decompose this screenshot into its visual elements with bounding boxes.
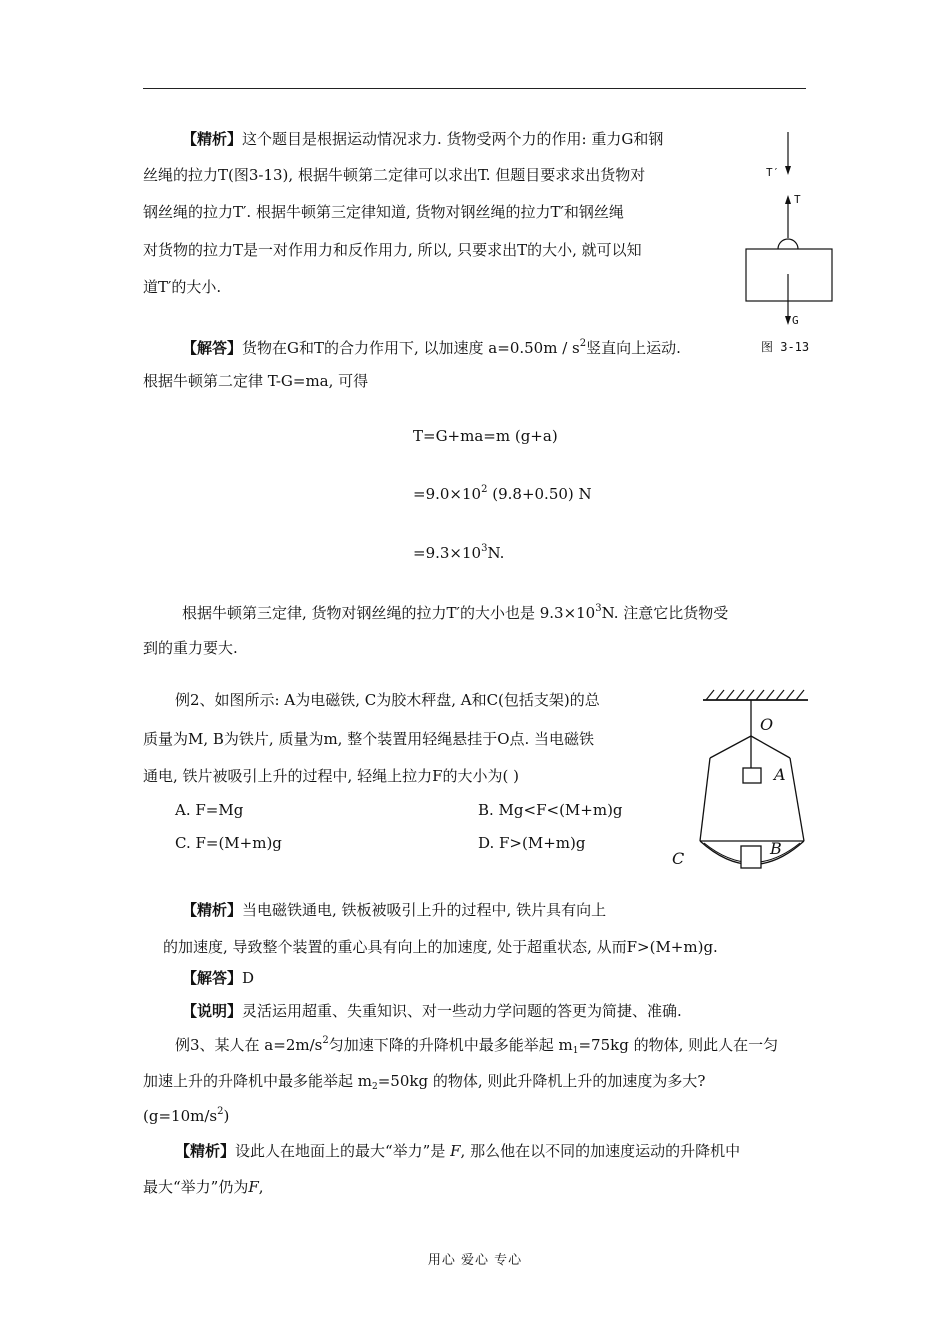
figure-3-13	[740, 128, 840, 348]
page-footer: 用心 爱心 专心	[427, 1253, 523, 1268]
equation-3: $=9.3\times 10^3N$.	[413, 543, 505, 562]
analysis-line-3: 钢丝绳的拉力T′. 根据牛顿第三定律知道, 货物对钢丝绳的拉力T′和钢丝绳	[143, 203, 624, 221]
analysis-line-5: 道T′的大小.	[143, 278, 222, 296]
option-b: B. Mg<F<(M+m)g	[478, 801, 623, 819]
conclusion-line-1: 根据牛顿第三定律, 货物对钢丝绳的拉力T′的大小也是 $9.3\times 10^3N$. 注意它比货物受	[182, 603, 729, 622]
fig2-label-a: A	[774, 765, 786, 784]
equation-1: T=G+ma=m (g+a)	[413, 427, 558, 445]
analysis2-line-1: 【精析】当电磁铁通电, 铁板被吸引上升的过程中, 铁片具有向上	[182, 901, 607, 919]
analysis-tag: 【精析】	[182, 130, 243, 148]
note-line: 【说明】灵活运用超重、失重知识、对一些动力学问题的答更为简捷、准确.	[182, 1002, 682, 1020]
analysis2-line-2: 的加速度, 导致整个装置的重心具有向上的加速度, 处于超重状态, 从而F>(M+m)g.	[163, 938, 718, 956]
header-rule	[143, 88, 806, 89]
example3-line-2: 加速上升的升降机中最多能举起 $m_2=50kg$ 的物体, 则此升降机上升的加速度为多大?	[143, 1072, 706, 1092]
analysis3-line-2: 最大“举力”仍为F,	[143, 1178, 264, 1196]
analysis-line-2: 丝绳的拉力T(图3-13), 根据牛顿第二定律可以求出T. 但题目要求求出货物对	[143, 166, 646, 184]
option-c: C. F=(M+m)g	[175, 834, 282, 852]
fig313-caption: 图 3-13	[761, 340, 810, 354]
option-a: A. F=Mg	[175, 801, 244, 819]
fig313-tprime-label: T′	[766, 166, 780, 179]
solution-line-2: 根据牛顿第二定律 T-G=ma, 可得	[143, 372, 369, 390]
option-d: D. F>(M+m)g	[478, 834, 586, 852]
answer-line: 【解答】D	[182, 969, 255, 987]
fig2-label-b: B	[770, 839, 782, 858]
example3-line-1: 例3、某人在 $a=2m/s^2$匀加速下降的升降机中最多能举起 $m_1=75kg$ 的物体, 则此人在一匀	[175, 1035, 779, 1056]
fig2-label-o: O	[760, 715, 774, 734]
example3-line-3: $(g=10m/s^2)$	[143, 1106, 230, 1125]
analysis-line-1: 【精析】这个题目是根据运动情况求力. 货物受两个力的作用: 重力G和钢	[182, 130, 664, 148]
fig2-label-c: C	[672, 849, 685, 868]
analysis3-line-1: 【精析】设此人在地面上的最大“举力”是 F, 那么他在以不同的加速度运动的升降机中	[175, 1142, 741, 1160]
example2-line-3: 通电, 铁片被吸引上升的过程中, 轻绳上拉力F的大小为( )	[143, 767, 519, 785]
solution-line-1: 【解答】货物在G和T的合力作用下, 以加速度 $a=0.50m / s^2$竖直向上运动.	[182, 338, 681, 357]
fig313-g-label: G	[792, 314, 799, 327]
analysis-line-4: 对货物的拉力T是一对作用力和反作用力, 所以, 只要求出T的大小, 就可以知	[143, 241, 642, 259]
conclusion-line-2: 到的重力要大.	[143, 639, 238, 657]
example2-line-1: 例2、如图所示: A为电磁铁, C为胶木秤盘, A和C(包括支架)的总	[175, 691, 600, 709]
example2-line-2: 质量为M, B为铁片, 质量为m, 整个装置用轻绳悬挂于O点. 当电磁铁	[143, 730, 595, 748]
equation-2: $=9.0\times 10^2$ (9.8+0.50) N	[413, 484, 592, 503]
fig313-t-label: T	[794, 193, 801, 206]
